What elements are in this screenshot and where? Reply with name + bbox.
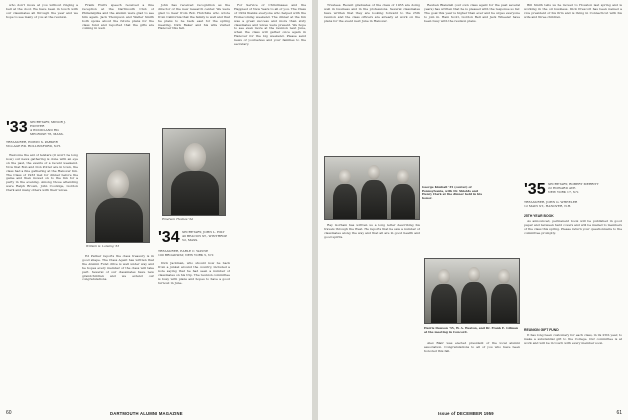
column-intro-text: who don't move at you without ringing a bell at the door. We have been in touch with our classmates all through the year and we hope to see many of you at the reunion. [6,4,78,19]
issue-footer: Issue of DECEMBER 1959 [438,411,494,416]
class-news-33: Welcome the aid of telstars (it won't be long now) our news gathering is done with an eye on the past, the events of a recent weekend. Now that Bob and Don Potter are in town, the class had a fine gathering at the Hanover Inn. The Class of 1933 met for dinner before the game and then moved on to the Inn for a party in the evening. Among those attending were Ralph Brown, John Coolidge, Gordon Clark and many others with their wives. [6,154,78,193]
left-page [0,0,312,420]
portrait-photo-2 [162,128,226,216]
class-news-text-2: Ed Parker reports the class treasury is in good shape. The Class Agent has written that the Alumni Fund drive is well under way and he hopes every member of the class will take part. Several of our classmates have new grandchildren and we extend our congratulations. [82,255,154,282]
class-news-text-r2b: Alex Blair was elected president of the local alumni association. Congratulations to all of you who have been honored this fall. [424,342,520,353]
section-heading-year-book: 25TH YEAR BOOK [524,214,554,218]
year-book-text-block [524,220,622,320]
right-column-1-lower [324,224,420,404]
class-news-text-r1b: Ray Gorham has written us a long letter describing his travels through the West. He reports that he saw a number of classmates along the way and that all are in good health and good spirits. [324,224,420,239]
left-column-2-lower [82,255,154,405]
photo-caption-1: William G. Lansing '33 [86,244,120,248]
class-news-text-r2: Reuben Blaisdell (our own class agent for the past several years) has written that he is pleased with the response so far. The goal this year is higher than ever and he urges everyone to join in. Ham Scott, Gordon Bell and Jack Wheeler have been busy with the reunion plans. [424,4,520,23]
right-column-3 [524,4,622,178]
class-news-text-3: John has received recognition as the director of the new research center. We were glad to hear from Bob Hutchins who wrote from California that the family is well and that he plans to be back east for the spring meeting. Dick Baker and his wife visited Hanover this fall. [158,4,230,31]
gift-fund-text-block [524,334,622,404]
right-column-2 [424,4,520,182]
class-news-34: Dick Jackman, who should now be back from a junket around the country, included a note saying that he had seen a number of classmates on his trip. The reunion committee is busy with plans and hopes to have a good turnout in June. [158,262,230,285]
group-photo-2 [424,258,520,324]
class-treasurer-35: TREASURER, JOHN G. WHEELER 12 MAIN ST., HANOVER, N.H. [524,201,578,208]
class-news-text: Frank Hull's speech received a fine reception at the Dartmouth Club of Philadelphia and the alumni were glad to see him again. Jack Thompson and Walter Smith both spoke about the future plans for the class fund and reported that the gifts are coming in well. [82,4,154,31]
left-column-1-body [6,154,78,404]
page-number-right: 61 [616,410,622,416]
class-officers-33: SECRETARY, MINOR J. HUNTER 4 WOODLAND RD. MELROSE 76, MASS. [30,121,66,136]
class-year-heading-33: '33 [6,119,28,136]
class-year-heading-34: '34 [158,229,180,246]
class-treasurer-34: TREASURER, EARLE C. WAYNE 100 BROADWAY, NEW YORK 5, N.Y. [158,250,215,257]
class-news-text-r1: Trustees. Recent graduates of the class of 1935 are doing well in business and in the professions. Several classmates have written that they are looking forward to the 25th reunion and the class officers are already at work on the plans for the event next June in Hanover. [324,4,420,23]
left-column-3 [158,4,230,124]
left-column-4 [234,4,306,404]
section-heading-gift-fund: REUNION GIFT FUND [524,328,559,332]
right-page [318,0,628,420]
photo-caption-2: Emerson Thomas '34 [162,217,193,221]
photo-caption-group-1: George Kimball '35 (center) of Pennsylvania, with Dr. Shields and Henry Clark at the dinner held in his honor. [422,185,482,200]
page-number-left: 60 [6,410,12,416]
magazine-footer: DARTMOUTH ALUMNI MAGAZINE [110,411,183,416]
class-officers-34: SECRETARY, JOHN L. HILT 40 BEACON ST., WINTHROP 52, MASS. [182,231,228,242]
gift-fund-text: It has long been customary for each class, in its 25th year, to make a substantial gift to the College. Our committee is at work and will be in touch with every member soon. [524,334,622,345]
left-column-2 [82,4,154,150]
photo-caption-group-2: Harris Dawson '35, W. A. Weston, and Dr. Frank E. Gilman at the meeting in Concord. [424,326,518,334]
class-news-34-cont: For Service of Christmases and the Happiest of New Years to all of you. The Class of 1934 thanks everyone who helped with the Homecoming weekend. The dinner at the Inn was a great success and more than sixty classmates and wives were present. We hope to see even more at the reunion next June, when the class will gather once again in Hanover for the big weekend. Please send news of yourselves and your families to the secretary. [234,4,306,47]
class-officers-35: SECRETARY, ROBERT MERRITT 22 HOWARD AVE. NEW YORK 17, N.Y. [548,183,599,194]
group-photo-1 [324,156,420,220]
portrait-photo-1 [86,153,150,243]
class-treasurer-33: TREASURER, EDWIN S. PARKER VILLAGE RD. ROLLINSFORD, N.H. [6,141,61,148]
left-column-3-lower [158,262,230,404]
right-column-2-lower [424,342,520,404]
right-column-1 [324,4,420,154]
year-book-text: As announced, permanent book will be published in good paper and between hard covers and will be mailed to members of the class this spring. Please return your questionnaire to the committee promptly. [524,220,622,235]
class-year-heading-35: '35 [524,181,546,198]
class-news-text-r3: Bill Smith tells us he moved to Houston last spring and is working in the oil business. Dick Prescott has been named a vice president of his firm and is living in Connecticut with his wife and three children. [524,4,622,19]
